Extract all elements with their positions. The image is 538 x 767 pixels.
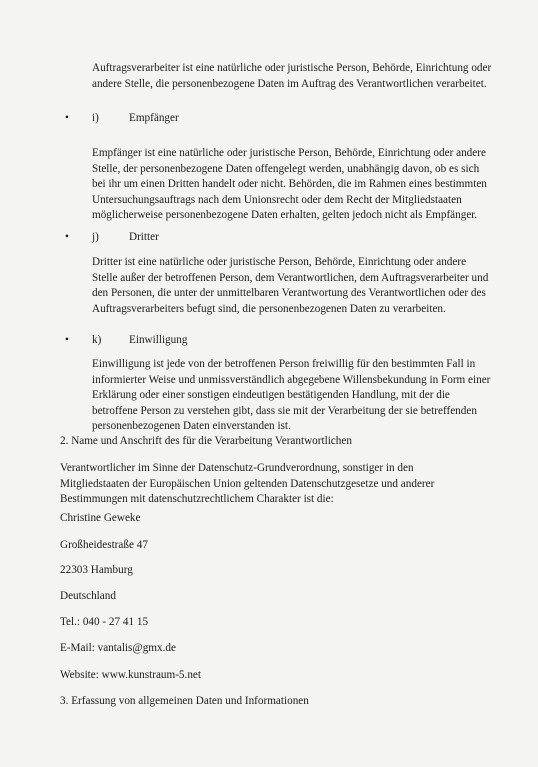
paragraph-verantwortlicher: Verantwortlicher im Sinne der Datenschutz-Grundverordnung, sonstiger in den Mitgliedstaaten der Europäischen Union geltenden Datenschutzgesetze und anderer Bestimmungen mit datenschutzrechtlichem Charakter ist die: xyxy=(60,462,435,505)
contact-name: Christine Geweke xyxy=(60,512,141,524)
item-number: j) xyxy=(92,231,99,243)
item-label: Empfänger xyxy=(129,112,179,124)
section-heading-3: 3. Erfassung von allgemeinen Daten und Informationen xyxy=(60,695,309,707)
bullet: • xyxy=(65,112,69,124)
paragraph-auftragsverarbeiter: Auftragsverarbeiter ist eine natürliche oder juristische Person, Behörde, Einrichtung oder andere Stelle, die personenbezogene Daten im Auftrag des Verantwortlichen verarbeitet. xyxy=(92,62,492,90)
contact-email: E-Mail: vantalis@gmx.de xyxy=(60,642,176,654)
section-heading-2: 2. Name und Anschrift des für die Verarbeitung Verantwortlichen xyxy=(60,435,352,447)
contact-city: 22303 Hamburg xyxy=(60,564,133,576)
bullet: • xyxy=(65,231,69,243)
paragraph-dritter: Dritter ist eine natürliche oder juristische Person, Behörde, Einrichtung oder andere Stelle außer der betroffenen Person, dem Verantwortlichen, dem Auftragsverarbeiter und den Personen, die unter der unmittelbaren Verantwortung des Verantwortlichen oder des Auftragsverarbeiters befugt sind, die personenbezogenen Daten zu verarbeiten. xyxy=(92,256,489,315)
contact-website: Website: www.kunstraum-5.net xyxy=(60,669,201,681)
paragraph-einwilligung: Einwilligung ist jede von der betroffenen Person freiwillig für den bestimmten Fall in informierter Weise und unmissverständlich abgegebene Willensbekundung in Form einer Erklärung oder einer sonstigen eindeutigen bestätigenden Handlung, mit der die betroffene Person zu verstehen gibt, dass sie mit der Verarbeitung der sie betreffenden personenbezogenen Daten einverstanden ist. xyxy=(92,358,491,432)
item-label: Einwilligung xyxy=(129,334,188,346)
contact-country: Deutschland xyxy=(60,590,116,602)
item-label: Dritter xyxy=(129,231,159,243)
contact-street: Großheidestraße 47 xyxy=(60,539,148,551)
bullet: • xyxy=(65,334,69,346)
item-number: k) xyxy=(92,334,102,346)
contact-phone: Tel.: 040 - 27 41 15 xyxy=(60,616,149,628)
paragraph-empfaenger: Empfänger ist eine natürliche oder juristische Person, Behörde, Einrichtung oder andere Stelle, der personenbezogene Daten offengelegt werden, unabhängig davon, ob es sich bei ihr um einen Dritten handelt oder nicht. Behörden, die im Rahmen eines bestimmten Untersuchungsauftrags nach dem Unionsrecht oder dem Recht der Mitgliedstaaten möglicherweise personenbezogene Daten erhalten, gelten jedoch nicht als Empfänger. xyxy=(92,147,487,221)
item-number: i) xyxy=(92,112,99,124)
